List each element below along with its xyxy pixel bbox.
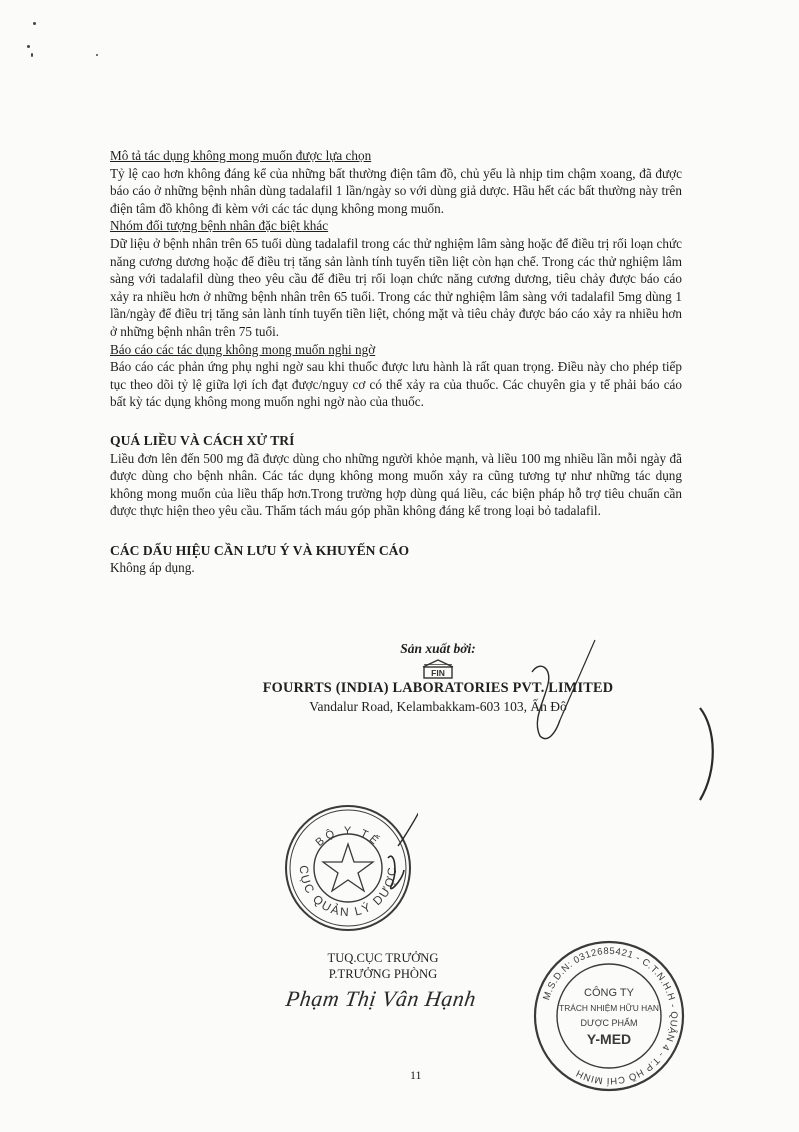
warnings-heading: CÁC DẤU HIỆU CẦN LƯU Ý VÀ KHUYẾN CÁO <box>110 542 410 558</box>
scan-speck <box>27 45 30 48</box>
company-name: FOURRTS (INDIA) LABORATORIES PVT. LIMITED <box>262 680 614 696</box>
company-stamp-line-2: TRÁCH NHIỆM HỮU HẠN <box>559 1003 659 1013</box>
company-stamp-line-1: CÔNG TY <box>584 987 634 999</box>
approval-line-2: P.TRƯỞNG PHÒNG <box>328 967 438 981</box>
company-stamp-line-3: DƯỢC PHẨM <box>580 1018 638 1028</box>
manufacturer-logo <box>421 659 455 679</box>
scan-speck <box>96 54 98 56</box>
overdose-heading: QUÁ LIỀU VÀ CÁCH XỬ TRÍ <box>110 432 295 448</box>
company-address: Vandalur Road, Kelambakkam-603 103, Ấn Độ <box>309 699 567 714</box>
logo-text: FIN <box>431 668 445 678</box>
signer-signature: Phạm Thị Vân Hạnh <box>284 986 478 1011</box>
approval-block <box>288 950 478 982</box>
company-stamp <box>531 938 687 1094</box>
company-stamp-line-4: Y-MED <box>586 1031 632 1047</box>
svg-text:CỤC QUẢN LÝ DƯỢC <box>297 865 399 919</box>
agency-stamp-ring-text: CỤC QUẢN LÝ DƯỢC <box>296 864 400 920</box>
adverse-selected-paragraph: Tỷ lệ cao hơn không đáng kể của những bất thường điện tâm đồ, chủ yếu là nhịp tim chậm xoang, đã được báo cáo ở những bệnh nhân dùng tadalafil 1 lần/ngày so với dùng giả dược. Hầu hết các bất thường này trên điện tâm đồ không đi kèm với các tác dụng không mong muốn. <box>110 165 682 216</box>
adverse-selected-heading: Mô tả tác dụng không mong muốn được lựa chọn <box>110 148 372 163</box>
overdose-paragraph: Liều đơn lên đến 500 mg đã được dùng cho những người khỏe mạnh, và liều 100 mg nhiều lần mỗi ngày đã được dùng cho bệnh nhân. Các tác dụng không mong muốn xảy ra cũng tương tự như những tác dụng không mong muốn của liều thấp hơn.Trong trường hợp dùng quá liều, các biện pháp hỗ trợ tiêu chuẩn cần được thực hiện theo yêu cầu. Thẩm tách máu góp phần không đáng kể trong loại bỏ tadalafil. <box>110 450 682 519</box>
agency-stamp <box>278 798 418 938</box>
page-number: 11 <box>410 1068 422 1082</box>
reporting-heading: Báo cáo các tác dụng không mong muốn nghi ngờ <box>110 341 376 357</box>
approval-line-1: TUQ.CỤC TRƯỞNG <box>327 951 439 965</box>
agency-stamp-top-text: BỘ Y TẾ <box>313 825 383 849</box>
signature-stroke-icon <box>398 810 418 846</box>
special-population-heading: Nhóm đối tượng bệnh nhân đặc biệt khác <box>110 218 329 234</box>
page-mark-icon <box>700 708 713 800</box>
emblem-star-icon <box>323 844 373 891</box>
produced-by-label: Sản xuất bởi: <box>400 641 476 656</box>
special-population-paragraph: Dữ liệu ở bệnh nhân trên 65 tuổi dùng tadalafil trong các thử nghiệm lâm sàng hoặc để điều trị rối loạn chức năng cương dương hoặc để điều trị tăng sản lành tính tuyến tiền liệt còn hạn chế. Trong các thử nghiệm lâm sàng với tadalafil dùng theo yêu cầu để điều trị rối loạn chức năng cương dương, tiêu chảy được báo cáo xảy ra nhiều hơn ở những bệnh nhân trên 65 tuổi. Trong các thử nghiệm lâm sàng với tadalafil 5mg dùng 1 lần/ngày để điều trị tăng sản lành tính tuyến tiền liệt, chóng mặt và tiêu chảy được báo cáo xảy ra nhiều hơn ở những bệnh nhân trên 75 tuổi. <box>110 235 682 339</box>
scan-speck <box>31 53 33 57</box>
document-body <box>110 147 682 577</box>
svg-text:M.S.D.N: 0312685421 - C.T.N.H. <box>541 946 679 1086</box>
manufacturer-block <box>228 641 648 715</box>
reporting-paragraph: Báo cáo các phản ứng phụ nghi ngờ sau khi thuốc được lưu hành là rất quan trọng. Điều này cho phép tiếp tục theo dõi tỷ lệ giữa lợi ích đạt được/nguy cơ có thể xảy ra của thuốc. Các chuyên gia y tế phải báo cáo bất kỳ tác dụng không mong muốn nghi ngờ nào của thuốc. <box>110 359 682 410</box>
scan-speck <box>33 22 36 25</box>
company-stamp-ring-text: M.S.D.N: 0312685421 - C.T.N.H.H - QUẬN 4 - T.P HỒ CHÍ MINH <box>541 945 680 1087</box>
warnings-paragraph: Không áp dụng. <box>110 560 195 576</box>
